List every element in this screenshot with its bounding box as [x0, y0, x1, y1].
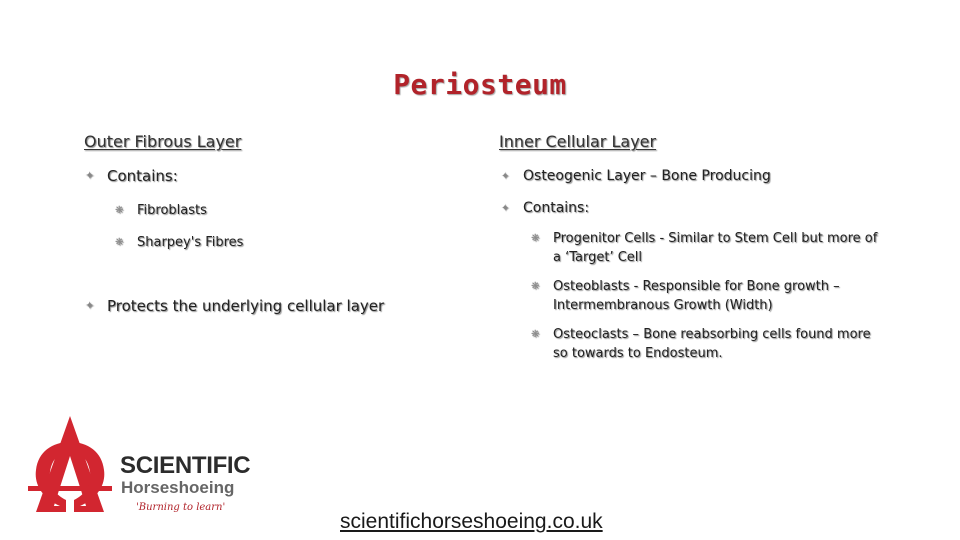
left-contains-label: Contains: — [107, 167, 178, 185]
omega-logo-icon — [22, 414, 118, 516]
bullet-icon: ❋ — [115, 205, 124, 216]
website-link[interactable]: scientifichorseshoeing.co.uk — [340, 510, 603, 533]
osteoclasts-line1: Osteoclasts – Bone reabsorbing cells found more — [553, 327, 871, 342]
bullet-icon: ✦ — [85, 299, 95, 312]
protects-text: Protects the underlying cellular layer — [107, 297, 385, 315]
list-item — [531, 325, 871, 363]
progenitor-line1: Progenitor Cells - Similar to Stem Cell but more of — [553, 231, 878, 246]
bullet-icon: ❋ — [531, 329, 540, 340]
list-item — [115, 233, 244, 252]
list-item — [531, 277, 840, 315]
osteoblasts-line1: Osteoblasts - Responsible for Bone growth – — [553, 279, 840, 294]
inner-cellular-layer-heading: Inner Cellular Layer — [499, 132, 657, 151]
bullet-icon: ✦ — [501, 203, 510, 214]
sharpeys-fibres-text: Sharpey's Fibres — [137, 235, 244, 250]
fibroblasts-text: Fibroblasts — [137, 203, 207, 218]
list-item — [115, 201, 207, 220]
bullet-icon: ✦ — [501, 171, 510, 182]
osteoblasts-line2: Intermembranous Growth (Width) — [553, 298, 773, 313]
logo-word-horseshoeing: Horseshoeing — [121, 478, 235, 497]
list-item — [531, 229, 878, 267]
scientific-horseshoeing-logo — [22, 414, 262, 524]
left-protects-item — [85, 297, 385, 315]
right-contains-label: Contains: — [523, 200, 590, 216]
page-title: Periosteum — [393, 68, 567, 101]
list-item — [501, 199, 590, 218]
osteogenic-text: Osteogenic Layer – Bone Producing — [523, 168, 771, 184]
logo-tagline: 'Burning to learn' — [136, 502, 226, 513]
list-item — [501, 167, 771, 186]
left-contains-item — [85, 167, 178, 185]
bullet-icon: ❋ — [115, 237, 124, 248]
outer-fibrous-layer-heading: Outer Fibrous Layer — [84, 132, 242, 151]
progenitor-line2: a ‘Target’ Cell — [553, 250, 643, 265]
bullet-icon: ✦ — [85, 169, 95, 182]
osteoclasts-line2: so towards to Endosteum. — [553, 346, 723, 361]
bullet-icon: ❋ — [531, 233, 540, 244]
bullet-icon: ❋ — [531, 281, 540, 292]
logo-word-scientific: SCIENTIFIC — [120, 452, 251, 479]
